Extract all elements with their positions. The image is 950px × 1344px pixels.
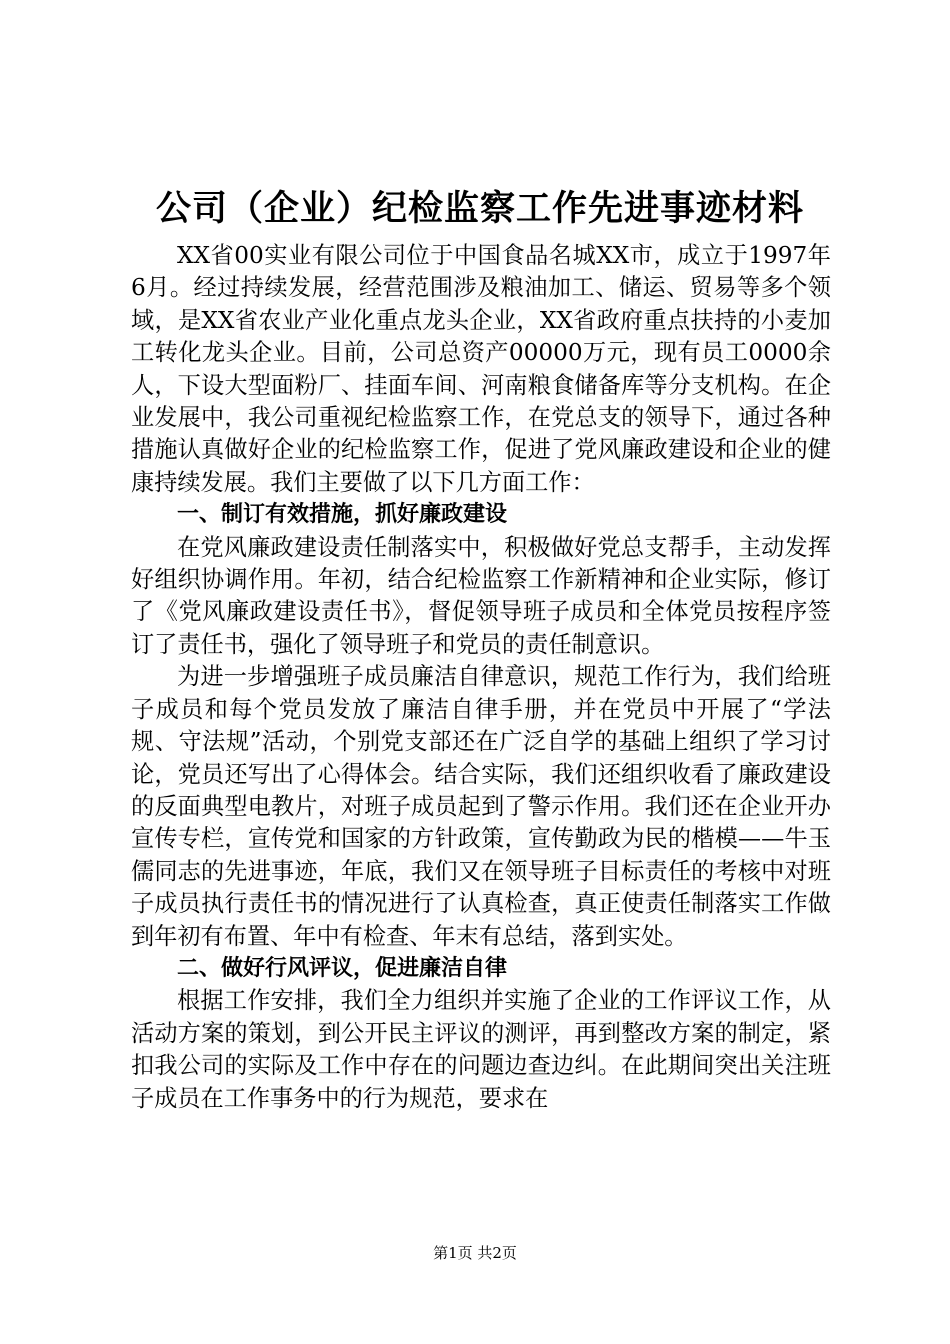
section-heading-2: 二、做好行风评议，促进廉洁自律 (177, 955, 508, 981)
paragraph-intro: XX省00实业有限公司位于中国食品名城XX市，成立于1997年6月。经过持续发展，经营范围涉及粮油加工、储运、贸易等多个领域，是XX省农业产业化重点龙头企业，XX省政府重点扶持的小麦加工转化龙头企业。目前，公司总资产00000万元，现有员工0000余人，下设大型面粉厂、挂面车间、河南粮食储备库等分支机构。在企业发展中，我公司重视纪检监察工作，在党总支的领导下，通过各种措施认真做好企业的纪检监察工作，促进了党风廉政建设和企业的健康持续发展。我们主要做了以下几方面工作： (131, 242, 831, 496)
page-footer: 第1页 共2页 (433, 1244, 517, 1262)
paragraph-self-discipline: 为进一步增强班子成员廉洁自律意识，规范工作行为，我们给班子成员和每个党员发放了廉洁自律手册，并在党员中开展了“学法规、守法规”活动，个别党支部还在广泛自学的基础上组织了学习讨论，党员还写出了心得体会。结合实际，我们还组织收看了廉政建设的反面典型电教片，对班子成员起到了警示作用。我们还在企业开办宣传专栏，宣传党和国家的方针政策，宣传勤政为民的楷模——牛玉儒同志的先进事迹，年底，我们又在领导班子目标责任的考核中对班子成员执行责任书的情况进行了认真检查，真正使责任制落实工作做到年初有布置、年中有检查、年末有总结，落到实处。 (131, 663, 831, 950)
document-body (131, 240, 831, 1115)
paragraph-responsibility: 在党风廉政建设责任制落实中，积极做好党总支帮手，主动发挥好组织协调作用。年初，结合纪检监察工作新精神和企业实际，修订了《党风廉政建设责任书》，督促领导班子成员和全体党员按程序签订了责任书，强化了领导班子和党员的责任制意识。 (131, 533, 831, 658)
paragraph-evaluation: 根据工作安排，我们全力组织并实施了企业的工作评议工作，从活动方案的策划，到公开民主评议的测评，再到整改方案的制定，紧扣我公司的实际及工作中存在的问题边查边纠。在此期间突出关注班子成员在工作事务中的行为规范，要求在 (131, 987, 831, 1112)
document-title: 公司（企业）纪检监察工作先进事迹材料 (155, 189, 804, 229)
section-heading-1: 一、制订有效措施，抓好廉政建设 (177, 502, 508, 528)
